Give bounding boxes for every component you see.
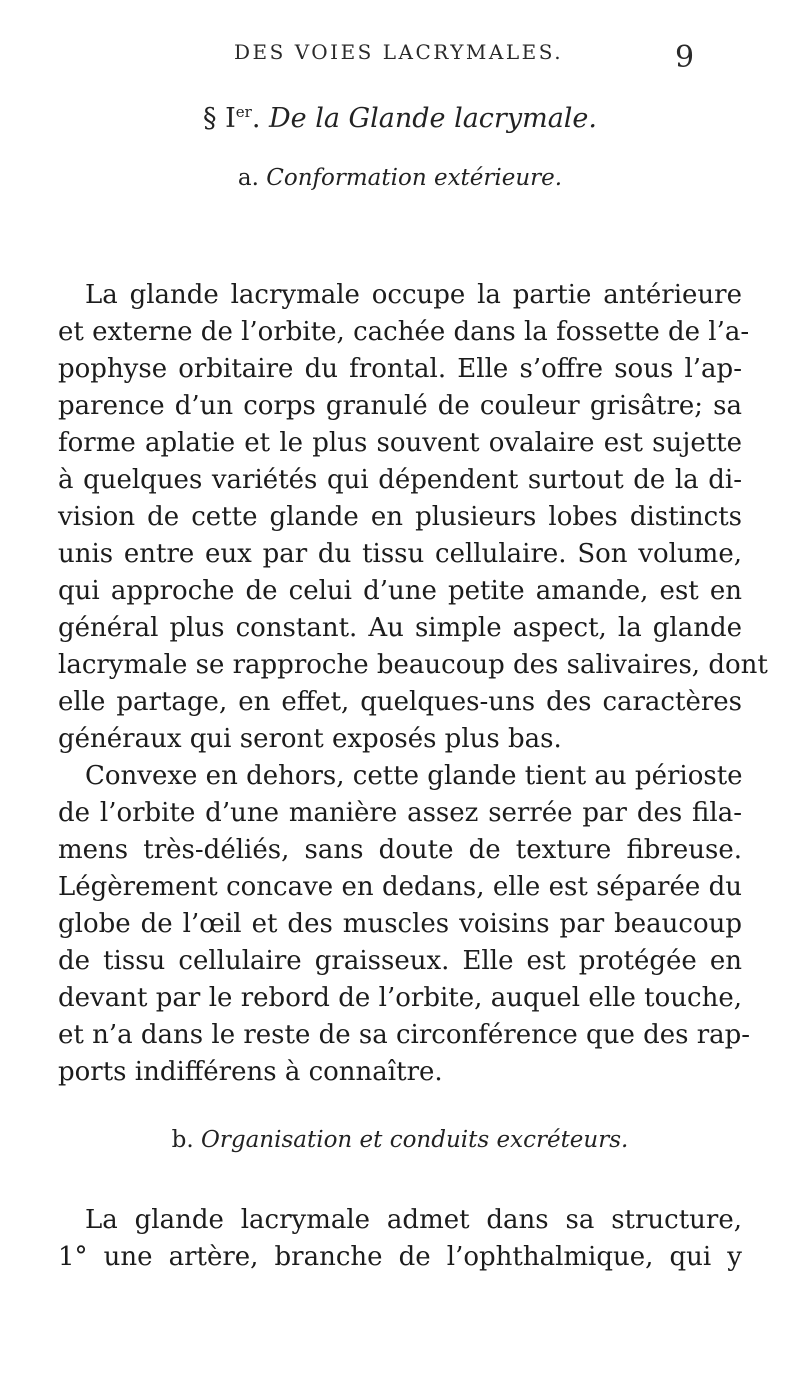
subsection-title: Organisation et conduits excréteurs. [201, 1127, 629, 1153]
text-line: de tissu cellulaire graisseux. Elle est protégée en [58, 946, 742, 976]
section-title-text: De la Glande lacrymale. [269, 103, 597, 134]
text-line: généraux qui seront exposés plus bas. [58, 724, 562, 754]
text-line: à quelques variétés qui dépendent surtout de la di- [58, 465, 742, 495]
text-line: elle partage, en effet, quelques-uns des caractères [58, 687, 742, 717]
text-line: Convexe en dehors, cette glande tient au périoste [85, 761, 743, 791]
text-line: unis entre eux par du tissu cellulaire. Son volume, [58, 539, 742, 569]
running-head: DES VOIES LACRYMALES. [234, 40, 564, 64]
text-line: général plus constant. Au simple aspect, la glande [58, 613, 742, 643]
section-number: Ier. [225, 103, 261, 134]
text-line: Légèrement concave en dedans, elle est séparée du [58, 872, 742, 902]
text-line: pophyse orbitaire du frontal. Elle s’offre sous l’ap- [58, 354, 742, 384]
text-line: La glande lacrymale occupe la partie antérieure [85, 280, 742, 310]
text-line: globe de l’œil et des muscles voisins par beaucoup [58, 909, 742, 939]
text-line: lacrymale se rapproche beaucoup des salivaires, dont [58, 650, 768, 680]
text-line: de l’orbite d’une manière assez serrée par des fila- [58, 798, 742, 828]
subsection-heading-b [0, 1127, 800, 1153]
section-number-sup: er [235, 103, 252, 121]
text-line: La glande lacrymale admet dans sa structure, [85, 1205, 742, 1235]
subsection-letter: b. [171, 1127, 194, 1153]
subsection-letter: a. [237, 165, 259, 191]
text-line: mens très-déliés, sans doute de texture fibreuse. [58, 835, 742, 865]
text-line: et externe de l’orbite, cachée dans la fossette de l’a- [58, 317, 750, 347]
page-number: 9 [675, 40, 695, 75]
text-line: et n’a dans le reste de sa circonférence que des rap- [58, 1020, 751, 1050]
text-line: forme aplatie et le plus souvent ovalaire est sujette [58, 428, 742, 458]
subsection-heading-a [0, 165, 800, 191]
subsection-title: Conformation extérieure. [266, 165, 563, 191]
text-line: devant par le rebord de l’orbite, auquel elle touche, [58, 983, 742, 1013]
section-symbol: § [203, 103, 217, 134]
section-title [0, 103, 800, 134]
text-line: qui approche de celui d’une petite amande, est en [58, 576, 742, 606]
text-line: 1° une artère, branche de l’ophthalmique, qui y [58, 1242, 742, 1272]
text-line: ports indifférens à connaître. [58, 1057, 443, 1087]
text-line: parence d’un corps granulé de couleur grisâtre; sa [58, 391, 742, 421]
text-line: vision de cette glande en plusieurs lobes distincts [58, 502, 742, 532]
